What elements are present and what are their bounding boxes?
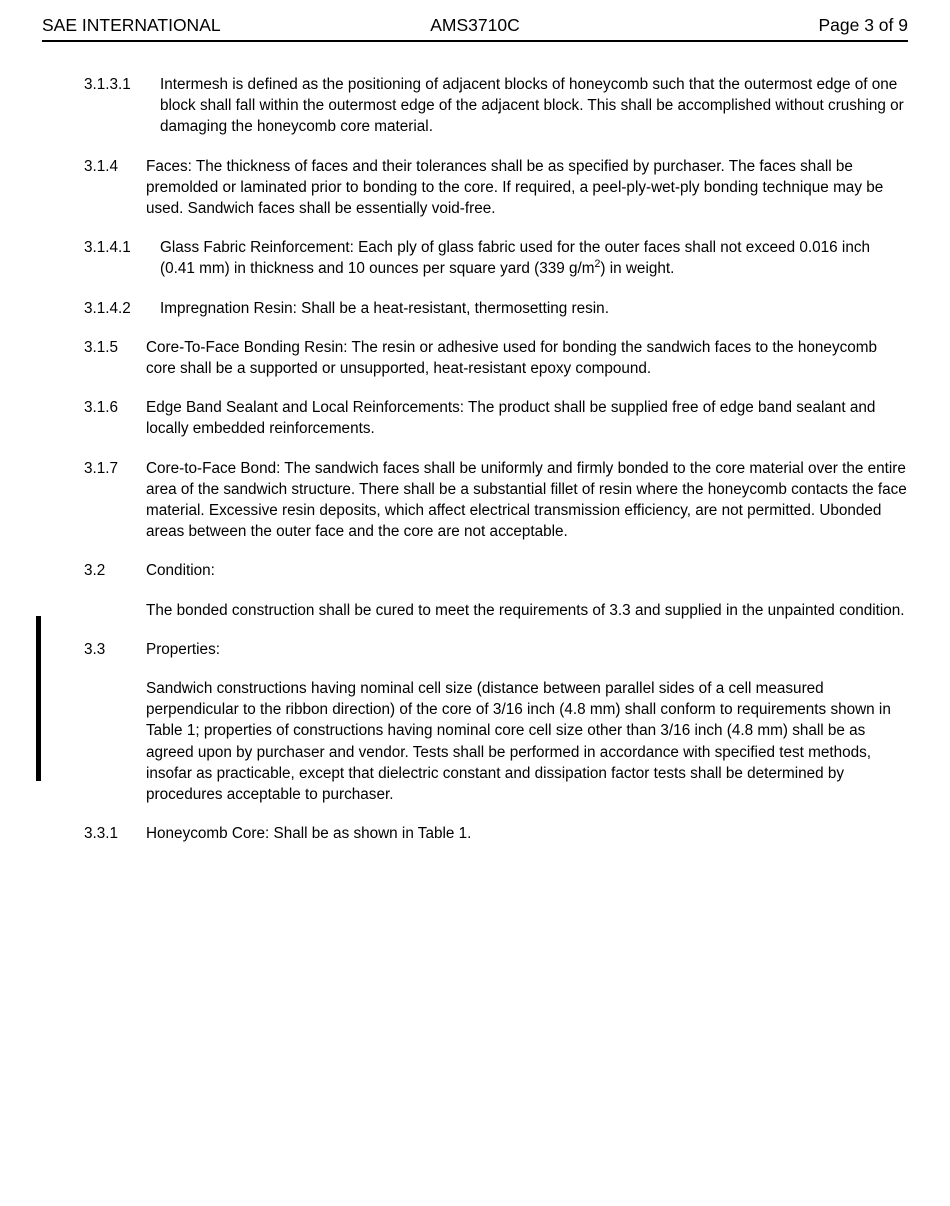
- clause-3-1-4-2: [42, 298, 908, 319]
- clause-text-part-1: Glass Fabric Reinforcement: Each ply of glass fabric used for the outer faces shall not exceed 0.016 inch (0.41 mm) in thickness and 10 ounces per square yard (339 g/m: [160, 239, 870, 278]
- clause-3-2-body: The bonded construction shall be cured to meet the requirements of 3.3 and supplied in the unpainted condition.: [146, 601, 905, 619]
- header-organization: SAE INTERNATIONAL: [42, 15, 221, 35]
- document-body: [42, 74, 908, 862]
- clause-number: 3.1.5: [84, 338, 119, 356]
- clause-3-3: [42, 639, 908, 660]
- header-document-number: AMS3710C: [430, 15, 520, 35]
- clause-number: 3.1.3.1: [84, 76, 131, 93]
- clause-text: Impregnation Resin: Shall be a heat-resistant, thermosetting resin.: [160, 299, 609, 317]
- revision-change-bar: [36, 616, 41, 781]
- clause-text: Faces: The thickness of faces and their tolerances shall be as specified by purchaser. The faces shall be premolded or laminated prior to bonding to the core. If required, a peel-ply-wet-ply bonding technique may be used. Sandwich faces shall be essentially void-free.: [146, 157, 884, 218]
- clause-3-1-6: [42, 397, 908, 439]
- clause-text: Intermesh is defined as the positioning of adjacent blocks of honeycomb such that the outermost edge of one block shall fall within the outermost edge of the adjacent block. This shall be accomplished without crushing or damaging the honeycomb core material.: [160, 76, 904, 136]
- clause-text: Core-To-Face Bonding Resin: The resin or adhesive used for bonding the sandwich faces to the honeycomb core shall be a supported or unsupported, heat-resistant epoxy compound.: [146, 338, 877, 378]
- header-page-number: Page 3 of 9: [818, 15, 908, 35]
- clause-number: 3.1.4.1: [84, 239, 131, 257]
- clause-3-1-5: [42, 337, 908, 379]
- clause-text-part-2: ) in weight.: [600, 260, 675, 278]
- clause-number: 3.1.6: [84, 399, 119, 417]
- clause-3-3-body: Sandwich constructions having nominal cell size (distance between parallel sides of a cell measured perpendicular to the ribbon direction) of the core of 3/16 inch (4.8 mm) shall conform to requirements shown in Table 1; properties of constructions having nominal core cell size other than 3/16 inch (4.8 mm) shall be as agreed upon by purchaser and vendor. Tests shall be performed in accordance with specified test methods, insofar as practicable, except that dielectric constant and dissipation factor tests shall be determined by procedures acceptable to purchaser.: [146, 680, 891, 804]
- clause-3-1-4-1: [42, 237, 908, 279]
- clause-number: 3.2: [84, 562, 106, 580]
- clause-3-3-1: [42, 823, 908, 844]
- clause-text: Condition:: [146, 562, 215, 580]
- clause-text: [160, 237, 908, 279]
- clause-number: 3.1.7: [84, 459, 119, 477]
- clause-number: 3.1.4: [84, 157, 119, 175]
- clause-number: 3.3.1: [84, 825, 119, 843]
- clause-number: 3.1.4.2: [84, 299, 131, 317]
- clause-text: Honeycomb Core: Shall be as shown in Table 1.: [146, 825, 472, 843]
- clause-text: Core-to-Face Bond: The sandwich faces shall be uniformly and firmly bonded to the core material over the entire area of the sandwich structure. There shall be a substantial fillet of resin where the honeycomb contacts the face material. Excessive resin deposits, which affect electrical transmission efficiency, are not permitted. Ubonded areas between the outer face and the core are not acceptable.: [146, 459, 907, 541]
- clause-3-2: [42, 560, 908, 581]
- clause-number: 3.3: [84, 640, 106, 658]
- superscript-exponent: 2: [594, 258, 601, 271]
- clause-text: Properties:: [146, 640, 220, 658]
- clause-text: Edge Band Sealant and Local Reinforcements: The product shall be supplied free of edge band sealant and locally embedded reinforcements.: [146, 399, 876, 438]
- clause-3-1-4: [42, 156, 908, 220]
- page-header: [42, 14, 908, 42]
- clause-3-1-3-1: [42, 74, 908, 138]
- clause-3-1-7: [42, 458, 908, 543]
